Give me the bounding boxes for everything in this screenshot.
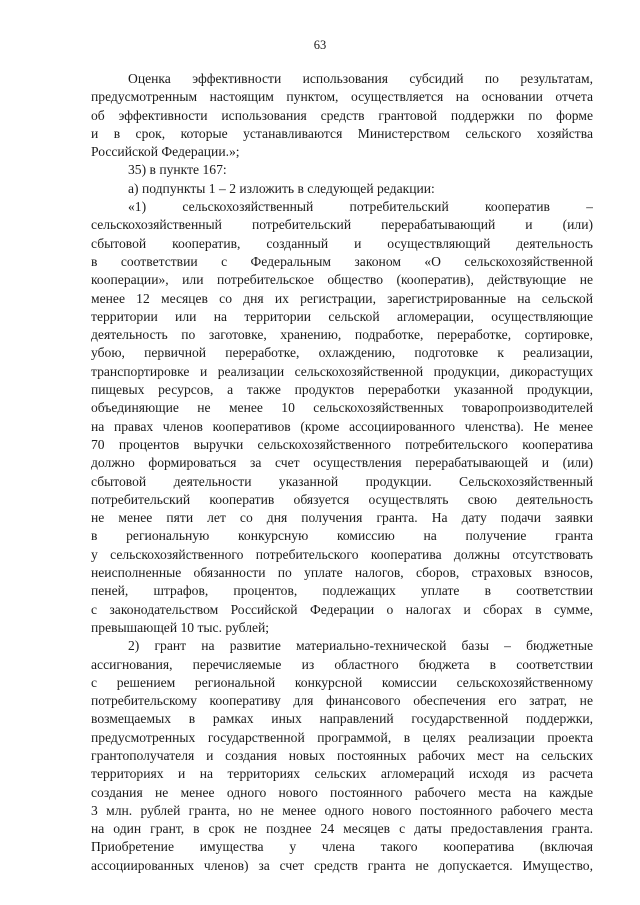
text-line: менее 12 месяцев со дня их регистрации, зарегистрированные на сельской xyxy=(91,290,593,306)
text-line: 70 процентов выручки сельскохозяйственного потребительского кооператива xyxy=(91,436,593,452)
text-line: об эффективности использования средств грантовой поддержки по форме xyxy=(91,107,593,123)
text-line: 2) грант на развитие материально-технической базы – бюджетные xyxy=(128,638,593,654)
text-line: 3 млн. рублей гранта, но не менее одного нового постоянного рабочего места xyxy=(91,802,593,818)
text-line: территории или на территории сельской агломерации, осуществляющие xyxy=(91,308,593,324)
text-line: в региональную конкурсную комиссию на получение гранта xyxy=(91,528,593,544)
text-line: не менее пяти лет со дня получения гранта. На дату подачи заявки xyxy=(91,510,593,526)
text-line: потребительский кооператив обязуется осуществлять свою деятельность xyxy=(91,491,593,507)
text-line: ассигнования, перечисляемые из областного бюджета в соответствии xyxy=(91,656,593,672)
text-line: с законодательством Российской Федерации о налогах и сборах в сумме, xyxy=(91,601,593,617)
text-line: деятельность по заготовке, хранению, подработке, переработке, сортировке, xyxy=(91,327,593,343)
text-line: а) подпункты 1 – 2 изложить в следующей редакции: xyxy=(128,180,435,196)
text-line: неисполненные обязанности по уплате налогов, сборов, страховых взносов, xyxy=(91,565,593,581)
text-line: Приобретение имущества у члена такого кооператива (включая xyxy=(91,839,593,855)
text-line: «1) сельскохозяйственный потребительский кооператив – xyxy=(128,199,593,215)
text-line: в соответствии с Федеральным законом «О сельскохозяйственной xyxy=(91,253,593,269)
text-line: ассоциированных членов) за счет средств гранта не допускается. Имущество, xyxy=(91,857,593,873)
text-line: объединяющие не менее 10 сельскохозяйственных товаропроизводителей xyxy=(91,400,593,416)
text-line: возмещаемых в рамках иных направлений государственной поддержки, xyxy=(91,711,593,727)
text-line: сбытовой деятельности указанной продукции. Сельскохозяйственный xyxy=(91,473,593,489)
text-line: и в срок, которые устанавливаются Министерством сельского хозяйства xyxy=(91,125,593,141)
text-line: у сельскохозяйственного потребительского кооператива должны отсутствовать xyxy=(91,546,593,562)
text-line: должно формироваться за счет осуществления перерабатывающей и (или) xyxy=(91,455,593,471)
text-line: кооперации», или потребительское общество (кооператив), действующие не xyxy=(91,272,593,288)
text-line: пищевых ресурсов, а также продуктов переработки указанной продукции, xyxy=(91,382,593,398)
text-line: транспортировке и реализации сельскохозяйственной продукции, дикорастущих xyxy=(91,363,593,379)
text-line: сельскохозяйственный потребительский перерабатывающий и (или) xyxy=(91,217,593,233)
page-number: 63 xyxy=(313,38,327,52)
text-line: на один грант, в срок не позднее 24 месяцев с даты предоставления гранта. xyxy=(91,821,593,837)
text-line: пеней, штрафов, процентов, подлежащих уплате в соответствии xyxy=(91,583,593,599)
text-line: Российской Федерации.»; xyxy=(91,144,240,160)
text-line: предусмотренных государственной программой, в целях реализации проекта xyxy=(91,729,593,745)
text-line: Оценка эффективности использования субсидий по результатам, xyxy=(128,71,593,86)
document-body xyxy=(91,70,593,875)
text-line: с решением региональной конкурсной комиссии сельскохозяйственному xyxy=(91,674,593,690)
text-line: грантополучателя и создания новых постоянных рабочих мест на сельских xyxy=(91,747,593,763)
text-line: потребительскому кооперативу для финансового обеспечения его затрат, не xyxy=(91,693,593,709)
text-line: превышающей 10 тыс. рублей; xyxy=(91,619,270,635)
text-line: убою, первичной переработке, охлаждению, подготовке к реализации, xyxy=(91,345,593,361)
text-line: на правах членов кооперативов (кроме ассоциированного членства). Не менее xyxy=(91,418,593,434)
text-line: создания не менее одного нового постоянного рабочего места на каждые xyxy=(91,784,593,800)
text-line: территориях и на территориях сельских агломераций исходя из расчета xyxy=(91,766,593,782)
text-line: 35) в пункте 167: xyxy=(128,162,227,178)
text-line: предусмотренным настоящим пунктом, осуществляется на основании отчета xyxy=(91,89,593,105)
text-line: сбытовой кооператив, созданный и осуществляющий деятельность xyxy=(91,235,593,251)
